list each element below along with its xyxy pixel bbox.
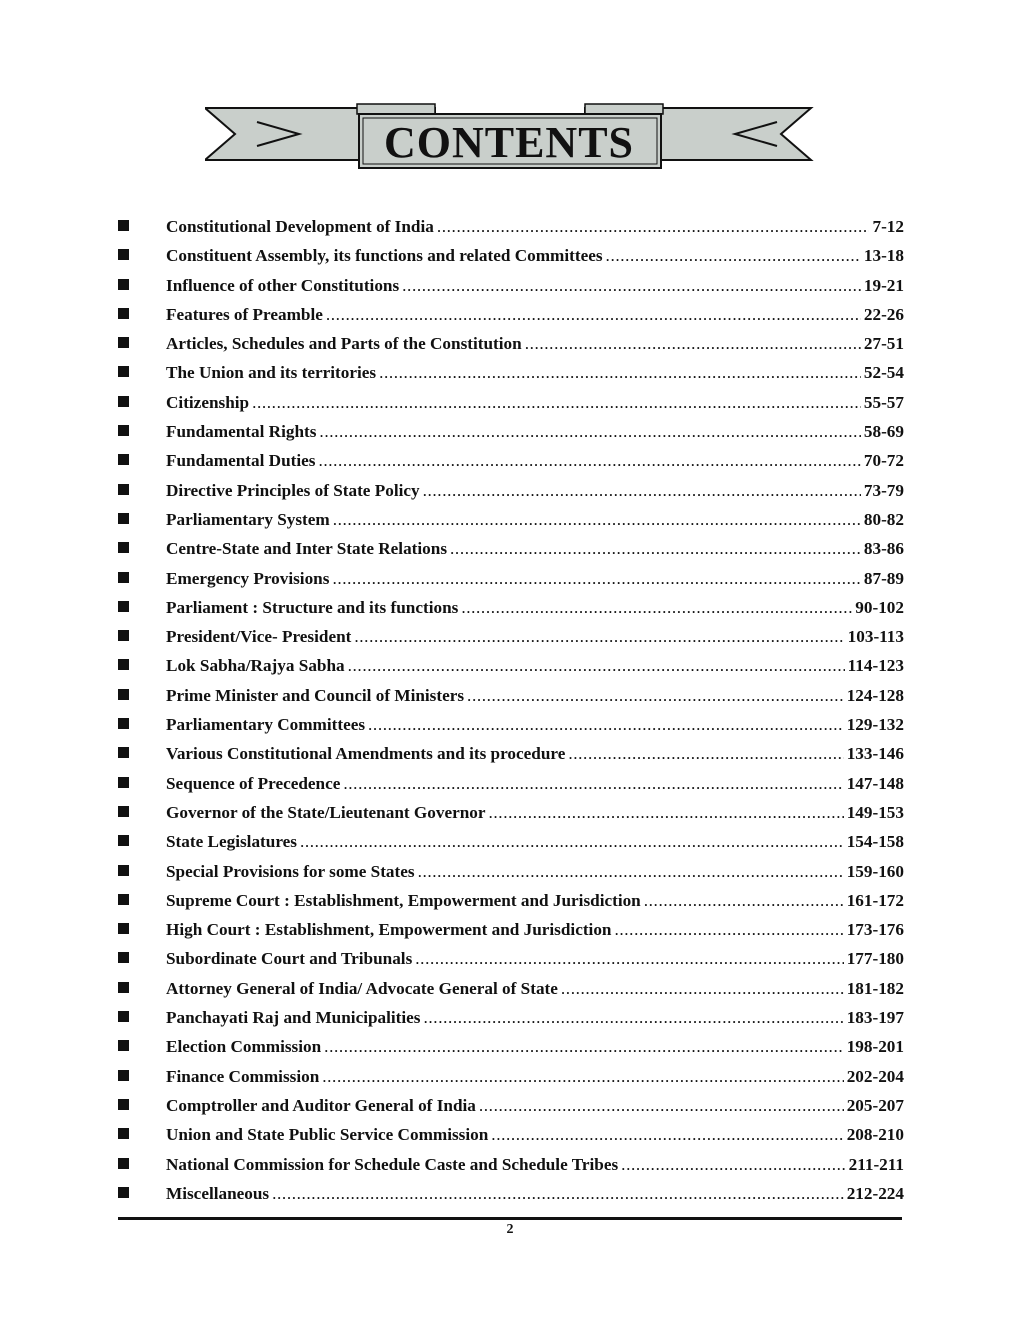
dot-leader <box>368 710 844 739</box>
toc-entry-pages: 181-182 <box>846 978 904 998</box>
toc-entry <box>118 915 904 944</box>
toc-entry-title: Emergency Provisions <box>166 568 330 588</box>
square-bullet-icon <box>118 806 129 817</box>
toc-entry <box>118 241 904 270</box>
dot-leader <box>272 1179 844 1208</box>
toc-entry-pages: 80-82 <box>863 509 904 529</box>
toc-entry-title: Miscellaneous <box>166 1183 270 1203</box>
toc-entry-title: Centre-State and Inter State Relations <box>166 539 448 559</box>
toc-entry <box>118 1062 904 1091</box>
toc-entry-title: National Commission for Schedule Caste and Schedule Tribes <box>166 1154 619 1174</box>
toc-entry <box>118 300 904 329</box>
toc-entry <box>118 564 904 593</box>
toc-entry-pages: 52-54 <box>863 363 904 383</box>
toc-entry <box>118 886 904 915</box>
footer-rule <box>118 1217 902 1220</box>
square-bullet-icon <box>118 1011 129 1022</box>
dot-leader <box>568 739 843 768</box>
dot-leader <box>332 564 860 593</box>
toc-entry-pages: 129-132 <box>846 715 904 735</box>
dot-leader <box>606 241 861 270</box>
toc-entry-pages: 22-26 <box>863 304 904 324</box>
toc-entry-title: Constitutional Development of India <box>166 217 434 236</box>
square-bullet-icon <box>118 484 129 495</box>
toc-entry-title: Lok Sabha/Rajya Sabha <box>166 656 345 676</box>
dot-leader <box>644 886 844 915</box>
table-of-contents <box>118 212 904 1208</box>
toc-entry <box>118 974 904 1003</box>
toc-entry-title: Directive Principles of State Policy <box>166 480 420 500</box>
toc-entry-title: Articles, Schedules and Parts of the Constitution <box>166 334 522 354</box>
dot-leader <box>525 329 861 358</box>
dot-leader <box>252 388 861 417</box>
square-bullet-icon <box>118 425 129 436</box>
toc-entry <box>118 1150 904 1179</box>
dot-leader <box>379 358 861 387</box>
toc-entry <box>118 329 904 358</box>
square-bullet-icon <box>118 249 129 260</box>
toc-entry-title: Finance Commission <box>166 1066 320 1086</box>
dot-leader <box>418 857 844 886</box>
toc-entry-title: Governor of the State/Lieutenant Governor <box>166 802 486 822</box>
square-bullet-icon <box>118 542 129 553</box>
dot-leader <box>324 1032 844 1061</box>
toc-entry-title: Parliamentary Committees <box>166 715 366 735</box>
square-bullet-icon <box>118 923 129 934</box>
dot-leader <box>322 1062 843 1091</box>
square-bullet-icon <box>118 513 129 524</box>
square-bullet-icon <box>118 894 129 905</box>
toc-entry <box>118 1003 904 1032</box>
dot-leader <box>423 476 861 505</box>
dot-leader <box>467 681 844 710</box>
page-number: 2 <box>506 1222 514 1237</box>
toc-entry-title: The Union and its territories <box>166 363 377 383</box>
square-bullet-icon <box>118 1187 129 1198</box>
toc-entry-title: Features of Preamble <box>166 304 323 324</box>
square-bullet-icon <box>118 865 129 876</box>
square-bullet-icon <box>118 572 129 583</box>
toc-entry-title: Parliament : Structure and its functions <box>166 597 459 617</box>
page-title: CONTENTS <box>383 117 635 167</box>
toc-entry-title: Supreme Court : Establishment, Empowerment and Jurisdiction <box>166 890 641 910</box>
toc-entry-pages: 87-89 <box>863 568 904 588</box>
toc-entry-title: Citizenship <box>166 392 250 412</box>
dot-leader <box>479 1091 844 1120</box>
dot-leader <box>621 1150 845 1179</box>
square-bullet-icon <box>118 308 129 319</box>
toc-entry-title: Subordinate Court and Tribunals <box>166 949 413 969</box>
toc-entry-pages: 154-158 <box>846 832 904 852</box>
toc-entry <box>118 271 904 300</box>
square-bullet-icon <box>118 777 129 788</box>
toc-entry-title: Influence of other Constitutions <box>166 275 400 295</box>
toc-entry-title: Sequence of Precedence <box>166 773 341 793</box>
dot-leader <box>415 944 843 973</box>
dot-leader <box>461 593 852 622</box>
toc-entry <box>118 798 904 827</box>
dot-leader <box>614 915 843 944</box>
square-bullet-icon <box>118 689 129 700</box>
dot-leader <box>424 1003 844 1032</box>
square-bullet-icon <box>118 747 129 758</box>
toc-entry <box>118 857 904 886</box>
toc-entry <box>118 212 904 241</box>
toc-entry-pages: 55-57 <box>863 392 904 412</box>
dot-leader <box>450 534 861 563</box>
toc-entry <box>118 769 904 798</box>
toc-entry-title: Comptroller and Auditor General of India <box>166 1095 476 1115</box>
toc-entry <box>118 710 904 739</box>
square-bullet-icon <box>118 659 129 670</box>
toc-entry-pages: 70-72 <box>863 451 904 471</box>
toc-entry-pages: 173-176 <box>846 920 904 940</box>
toc-entry-pages: 198-201 <box>846 1037 904 1057</box>
toc-entry <box>118 388 904 417</box>
dot-leader <box>319 417 860 446</box>
toc-entry-pages: 202-204 <box>846 1066 904 1086</box>
dot-leader <box>491 1120 843 1149</box>
toc-entry <box>118 1120 904 1149</box>
dot-leader <box>489 798 844 827</box>
toc-entry <box>118 651 904 680</box>
toc-entry-pages: 147-148 <box>846 773 904 793</box>
toc-entry <box>118 739 904 768</box>
toc-entry-pages: 212-224 <box>846 1183 904 1203</box>
toc-entry-pages: 90-102 <box>855 597 904 617</box>
square-bullet-icon <box>118 982 129 993</box>
square-bullet-icon <box>118 279 129 290</box>
toc-entry-pages: 27-51 <box>863 334 904 354</box>
toc-entry-pages: 73-79 <box>863 480 904 500</box>
toc-entry-title: Special Provisions for some States <box>166 861 415 881</box>
dot-leader <box>402 271 861 300</box>
toc-entry <box>118 446 904 475</box>
toc-entry-title: President/Vice- President <box>166 627 352 647</box>
toc-entry-title: Fundamental Rights <box>166 422 317 442</box>
toc-entry <box>118 358 904 387</box>
square-bullet-icon <box>118 396 129 407</box>
toc-entry-pages: 149-153 <box>846 802 904 822</box>
dot-leader <box>437 212 870 241</box>
toc-entry-pages: 205-207 <box>846 1095 904 1115</box>
toc-entry-pages: 183-197 <box>846 1008 904 1028</box>
dot-leader <box>354 622 844 651</box>
toc-entry-pages: 19-21 <box>863 275 904 295</box>
dot-leader <box>561 974 844 1003</box>
toc-entry-pages: 124-128 <box>846 685 904 705</box>
toc-entry-title: Election Commission <box>166 1037 322 1057</box>
toc-entry-pages: 7-12 <box>872 217 904 236</box>
toc-entry-pages: 211-211 <box>848 1154 904 1174</box>
toc-entry <box>118 534 904 563</box>
toc-entry-title: Parliamentary System <box>166 509 330 529</box>
toc-entry <box>118 1091 904 1120</box>
toc-entry <box>118 944 904 973</box>
toc-entry <box>118 681 904 710</box>
square-bullet-icon <box>118 454 129 465</box>
square-bullet-icon <box>118 1040 129 1051</box>
square-bullet-icon <box>118 1158 129 1169</box>
toc-entry-pages: 114-123 <box>847 656 904 676</box>
toc-entry-pages: 208-210 <box>846 1125 904 1145</box>
dot-leader <box>318 446 860 475</box>
square-bullet-icon <box>118 337 129 348</box>
toc-entry-title: Various Constitutional Amendments and its procedure <box>166 744 566 764</box>
toc-entry-pages: 159-160 <box>846 861 904 881</box>
toc-entry-title: Attorney General of India/ Advocate General of State <box>166 978 558 998</box>
toc-entry-title: Constituent Assembly, its functions and related Committees <box>166 246 603 266</box>
dot-leader <box>348 651 845 680</box>
toc-entry <box>118 1179 904 1208</box>
dot-leader <box>333 505 861 534</box>
dot-leader <box>326 300 861 329</box>
toc-entry-title: Prime Minister and Council of Ministers <box>166 685 465 705</box>
square-bullet-icon <box>118 1070 129 1081</box>
square-bullet-icon <box>118 220 129 231</box>
toc-entry <box>118 827 904 856</box>
toc-entry <box>118 505 904 534</box>
toc-entry-title: Union and State Public Service Commission <box>166 1125 489 1145</box>
toc-entry-pages: 58-69 <box>863 422 904 442</box>
toc-entry-pages: 103-113 <box>847 627 904 647</box>
square-bullet-icon <box>118 835 129 846</box>
toc-entry-title: High Court : Establishment, Empowerment and Jurisdiction <box>166 920 612 940</box>
toc-entry-pages: 161-172 <box>846 890 904 910</box>
toc-entry-pages: 13-18 <box>863 246 904 266</box>
square-bullet-icon <box>118 630 129 641</box>
square-bullet-icon <box>118 718 129 729</box>
square-bullet-icon <box>118 601 129 612</box>
toc-entry-title: State Legislatures <box>166 832 297 852</box>
dot-leader <box>300 827 844 856</box>
toc-entry-title: Panchayati Raj and Municipalities <box>166 1008 421 1028</box>
square-bullet-icon <box>118 952 129 963</box>
toc-entry-pages: 83-86 <box>863 539 904 559</box>
toc-entry <box>118 593 904 622</box>
toc-entry <box>118 622 904 651</box>
square-bullet-icon <box>118 1128 129 1139</box>
toc-entry <box>118 1032 904 1061</box>
square-bullet-icon <box>118 366 129 377</box>
toc-entry <box>118 476 904 505</box>
toc-entry <box>118 417 904 446</box>
toc-entry-pages: 177-180 <box>846 949 904 969</box>
square-bullet-icon <box>118 1099 129 1110</box>
toc-entry-title: Fundamental Duties <box>166 451 316 471</box>
dot-leader <box>343 769 843 798</box>
toc-entry-pages: 133-146 <box>846 744 904 764</box>
